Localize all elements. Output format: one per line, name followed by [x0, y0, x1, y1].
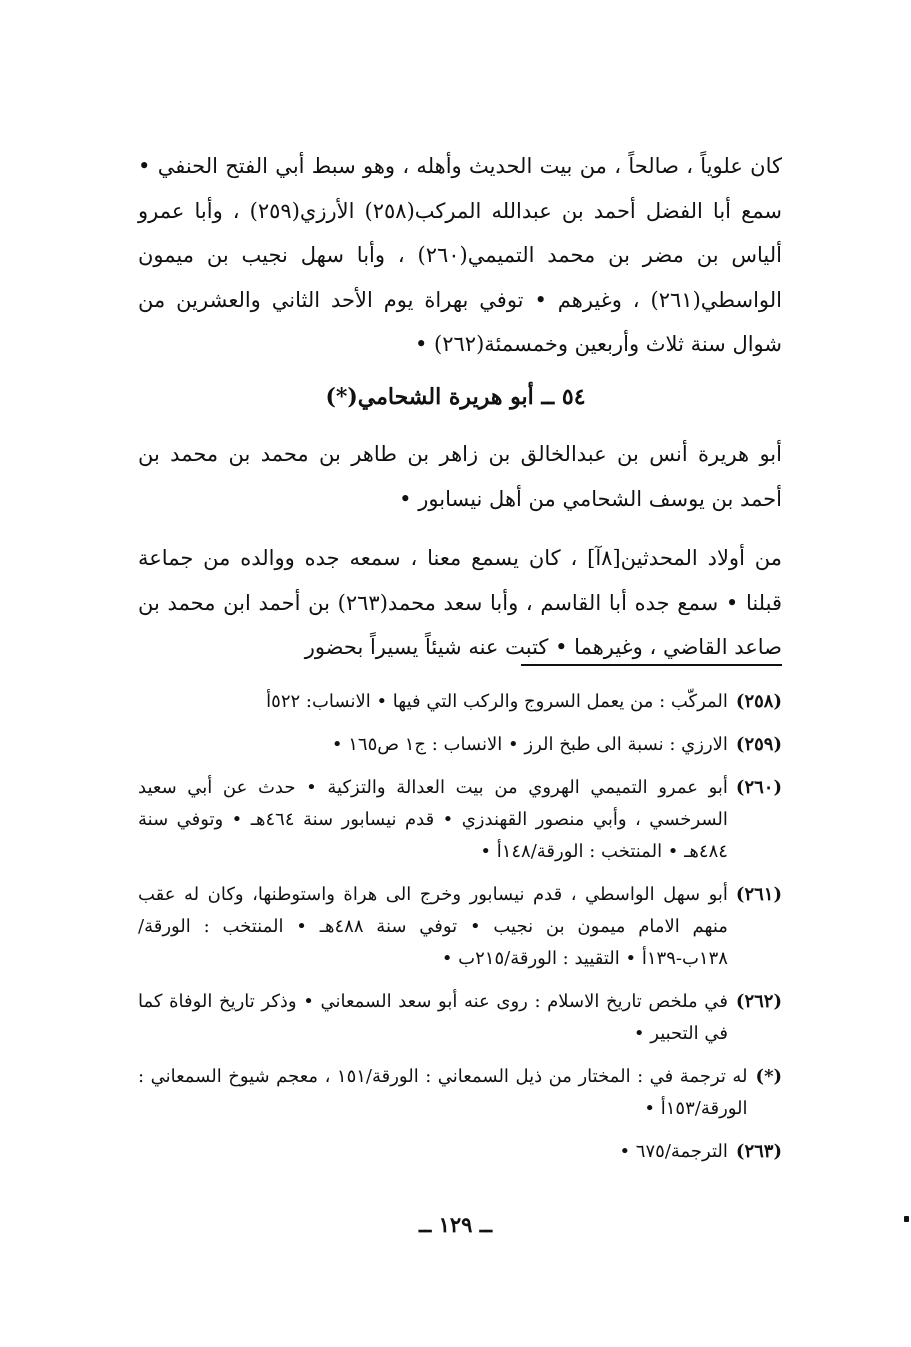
footnote	[138, 879, 782, 975]
footnote-number: (٢٦٣)	[735, 1141, 782, 1162]
footnote-text: له ترجمة في : المختار من ذيل السمعاني : الورقة/١٥١ ، معجم شيوخ السمعاني : الورقة/١٥٣أ •	[138, 1066, 748, 1119]
footnote-text: الترجمة/٦٧٥ •	[619, 1141, 728, 1162]
footnote-number: (٢٥٨)	[735, 691, 782, 712]
footnotes-list	[138, 686, 782, 1179]
footnote-number: (٢٥٩)	[735, 734, 782, 755]
footnote-number: (٢٦١)	[735, 884, 782, 905]
footnote	[138, 729, 782, 761]
footnote-text: الارزي : نسبة الى طبخ الرز • الانساب : ج١ ص١٦٥ •	[331, 734, 728, 755]
footnote-number: (٢٦٠)	[735, 777, 782, 798]
footnote	[138, 686, 782, 718]
footnote	[138, 772, 782, 868]
page-number: ــ ١٢٩ ــ	[418, 1212, 493, 1237]
body-paragraph-3: من أولاد المحدثين[٨آ] ، كان يسمع معنا ، سمعه جده ووالده من جماعة قبلنا • سمع جده أبا القاسم ، وأبا سعد محمد(٢٦٣) بن أحمد ابن محمد بن صاعد القاضي ، وغيرهما • كتبت عنه شيئاً يسيراً بحضور	[138, 546, 783, 659]
footnote	[138, 1061, 782, 1125]
footnote-text: أبو سهل الواسطي ، قدم نيسابور وخرج الى هراة واستوطنها، وكان له عقب منهم الامام ميمون بن نجيب • توفي سنة ٤٨٨هـ • المنتخب : الورقة/١٣٨ب-١٣٩أ • التقييد : الورقة/٢١٥ب •	[138, 884, 728, 969]
body-paragraph-2: أبو هريرة أنس بن عبدالخالق بن زاهر بن طاهر بن محمد بن محمد بن أحمد بن يوسف الشحامي من أهل نيسابور •	[138, 442, 782, 511]
body-paragraph-1: كان علوياً ، صالحاً ، من بيت الحديث وأهله ، وهو سبط أبي الفتح الحنفي • سمع أبا الفضل أحمد بن عبدالله المركب(٢٥٨) الأرزي(٢٥٩) ، وأبا عمرو ألياس بن مضر بن محمد التميمي(٢٦٠) ، وأبا سهل نجيب بن ميمون الواسطي(٢٦١) ، وغيرهم • توفي بهراة يوم الأحد الثاني والعشرين من شوال سنة ثلاث وأربعين وخمسمئة(٢٦٢) •	[138, 154, 783, 356]
footnote-separator	[521, 664, 782, 666]
footnote-text: أبو عمرو التميمي الهروي من بيت العدالة والتزكية • حدث عن أبي سعيد السرخسي ، وأبي منصور القهندزي • قدم نيسابور سنة ٤٦٤هـ • وتوفي سنة ٤٨٤هـ • المنتخب : الورقة/١٤٨أ •	[138, 777, 728, 862]
footnote-number: (*)	[755, 1066, 782, 1087]
margin-mark	[904, 1216, 909, 1222]
footnote-text: في ملخص تاريخ الاسلام : روى عنه أبو سعد السمعاني • وذكر تاريخ الوفاة كما في التحبير •	[138, 991, 728, 1044]
footnote-text: المركّب : من يعمل السروج والركب التي فيها • الانساب: ٥٢٢أ	[266, 691, 728, 712]
entry-heading: ٥٤ ــ أبو هريرة الشحامي(*)	[325, 384, 586, 410]
footnote	[138, 986, 782, 1050]
footnote-number: (٢٦٢)	[735, 991, 782, 1012]
footnote	[138, 1136, 782, 1168]
